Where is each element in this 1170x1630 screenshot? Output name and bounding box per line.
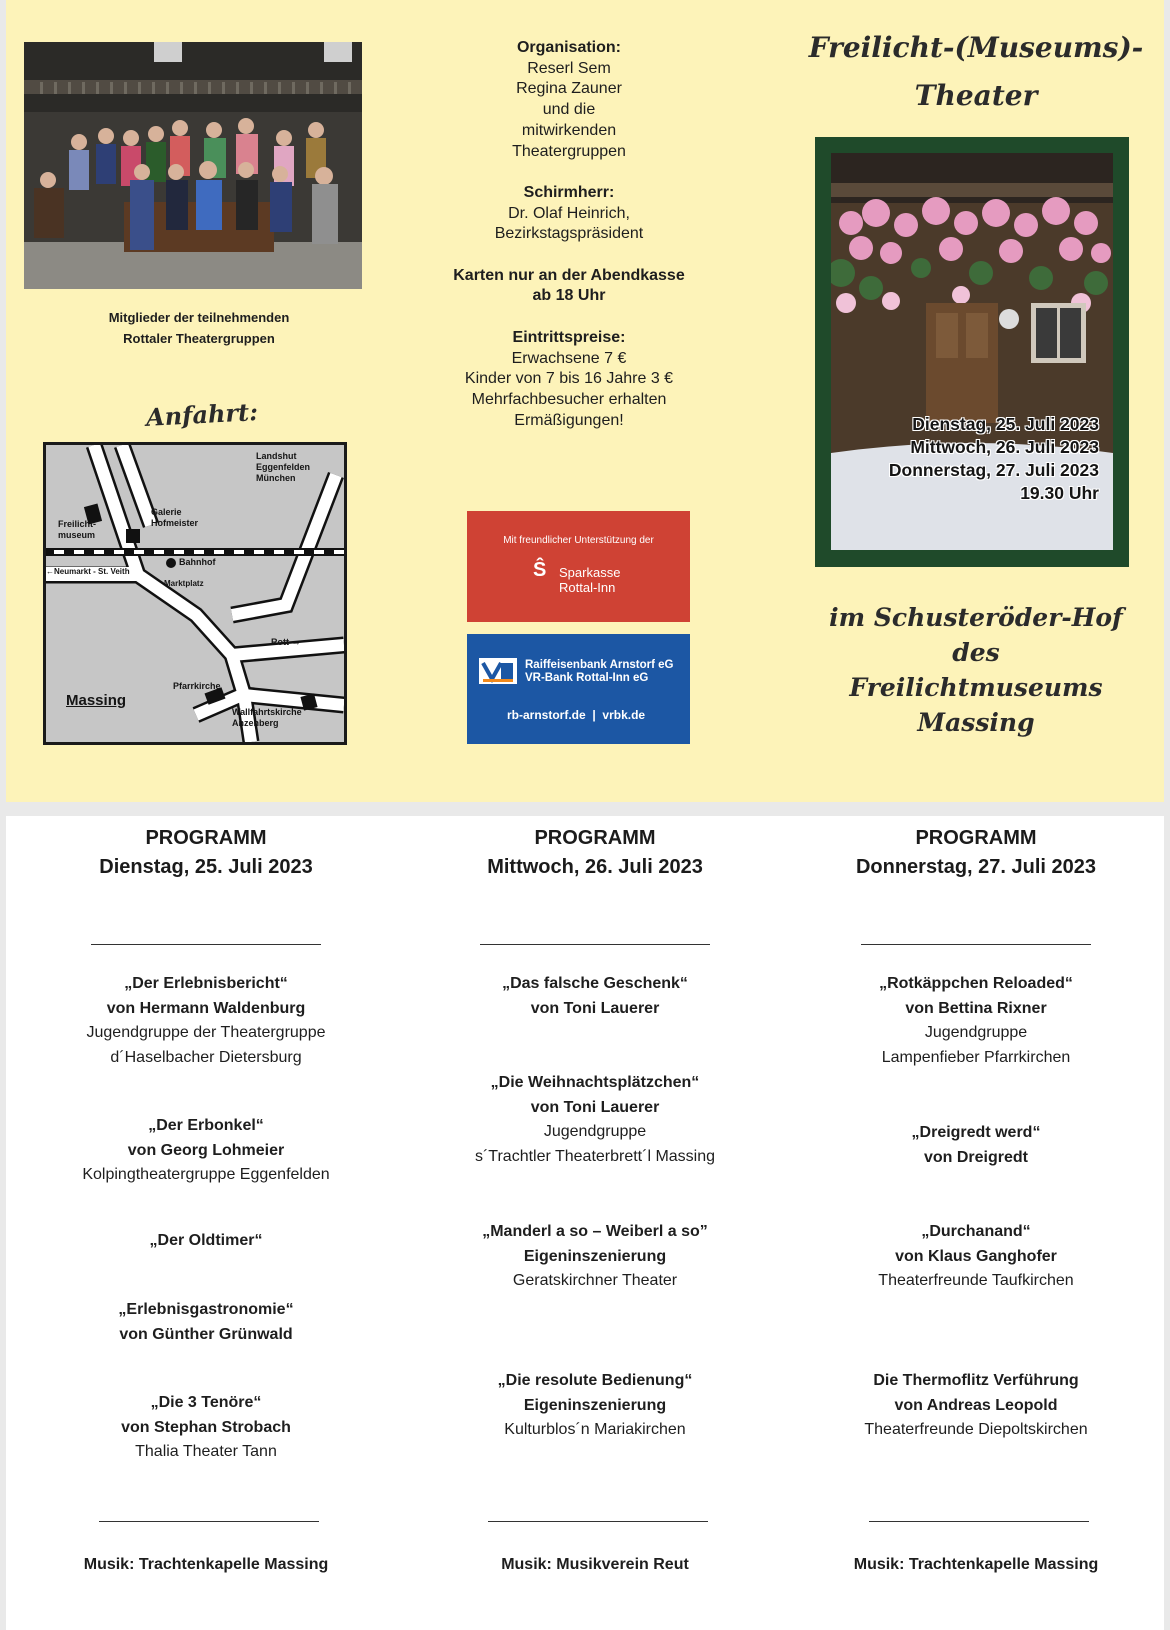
title-line: Freilicht-(Museums)- <box>808 31 1144 64</box>
program-entry <box>430 1071 760 1169</box>
entry-group: Theaterfreunde Diepoltskirchen <box>864 1421 1088 1438</box>
program-column-wednesday <box>430 816 760 1630</box>
entry-title: „Rotkäppchen Reloaded“ <box>879 975 1073 992</box>
program-entry <box>430 1369 760 1443</box>
entry-title: „Dreigredt werd“ <box>911 1124 1041 1141</box>
entry-group: Kolpingtheatergruppe Eggenfelden <box>82 1166 330 1183</box>
raiffeisen-web2-link[interactable]: vrbk.de <box>602 708 646 722</box>
divider <box>480 944 710 945</box>
program-musik: Musik: Trachtenkapelle Massing <box>853 1556 1099 1573</box>
karten-line: Karten nur an der Abendkasse <box>453 266 685 284</box>
preise-line: Mehrfachbesucher erhalten <box>471 390 667 408</box>
raiffeisen-web1-link[interactable]: rb-arnstorf.de <box>507 708 586 722</box>
entry-author: von Andreas Leopold <box>894 1396 1058 1414</box>
program-column-thursday <box>811 816 1141 1630</box>
entry-author: Eigeninszenierung <box>523 1396 667 1414</box>
entry-author: von Dreigredt <box>923 1148 1028 1166</box>
map-label-rott <box>271 637 301 647</box>
map-label-massing: Massing <box>66 692 127 709</box>
entry-title: „Der Oldtimer“ <box>149 1232 263 1249</box>
program-entry <box>430 1220 760 1294</box>
subtitle-line: im Schusteröder-Hof <box>829 603 1123 632</box>
map-label-freilicht: Freilicht- <box>58 519 97 529</box>
entry-title: „Das falsche Geschenk“ <box>502 975 688 992</box>
poster-dates <box>889 413 1099 505</box>
program-entry <box>41 1229 371 1254</box>
subtitle-line: des <box>952 638 1000 667</box>
program-heading: PROGRAMM <box>145 827 267 849</box>
map-label-museum: museum <box>58 530 96 540</box>
divider <box>91 944 321 945</box>
map-label-landshut: Landshut <box>256 451 297 461</box>
entry-group: Jugendgruppe der Theatergruppe <box>86 1024 326 1041</box>
organisation-label: Organisation: <box>516 39 621 56</box>
organisation-line: mitwirkenden <box>521 121 617 139</box>
program-entry <box>811 972 1141 1070</box>
program-entry <box>430 972 760 1021</box>
entry-group: Jugendgruppe <box>543 1123 647 1140</box>
map-label-anzenberg: Anzenberg <box>232 718 279 728</box>
organisation-line: Regina Zauner <box>516 80 622 98</box>
program-date: Donnerstag, 27. Juli 2023 <box>855 856 1097 878</box>
schirmherr-line: Dr. Olaf Heinrich, <box>508 204 630 222</box>
entry-author: von Klaus Ganghofer <box>895 1247 1057 1265</box>
divider <box>861 944 1091 945</box>
poster-date-line: Mittwoch, 26. Juli 2023 <box>910 437 1099 457</box>
entry-title: „Die resolute Bedienung“ <box>497 1372 693 1389</box>
raiffeisen-line2: VR-Bank Rottal-Inn eG <box>525 672 649 684</box>
organisation-info <box>446 38 692 431</box>
map-label-marktplatz: Marktplatz <box>164 579 204 588</box>
divider <box>869 1521 1089 1522</box>
flyer-program-page <box>6 816 1164 1630</box>
map-label-rott-text: Rott <box>271 637 289 647</box>
organisation-line: Theatergruppen <box>512 142 626 160</box>
map-label-muenchen: München <box>256 473 296 483</box>
entry-title: Die Thermoflitz Verführung <box>873 1372 1079 1389</box>
poster-date-line: Donnerstag, 27. Juli 2023 <box>888 460 1099 480</box>
raiffeisen-websites: rb-arnstorf.de | vrbk.de <box>507 708 646 722</box>
entry-author: von Günther Grünwald <box>119 1325 293 1343</box>
entry-group: Jugendgruppe <box>924 1024 1028 1041</box>
entry-author: von Toni Lauerer <box>530 1098 660 1116</box>
entry-group: Kulturblos´n Mariakirchen <box>504 1421 686 1438</box>
poster-image <box>831 153 1113 550</box>
map-label-galerie: Galerie <box>151 507 182 517</box>
group-photo <box>24 42 362 289</box>
entry-title: „Die 3 Tenöre“ <box>150 1394 262 1411</box>
title-line: Theater <box>914 79 1038 112</box>
map-label-pfarrkirche: Pfarrkirche <box>173 681 221 691</box>
entry-author: von Georg Lohmeier <box>127 1141 285 1159</box>
eintrittspreise-label: Eintrittspreise: <box>512 328 626 346</box>
photo-caption-line: Mitglieder der teilnehmenden <box>108 310 290 325</box>
program-entry <box>811 1369 1141 1443</box>
photo-caption-line: Rottaler Theatergruppen <box>123 331 275 346</box>
map-arrow-right-icon: → <box>291 637 301 647</box>
program-heading: PROGRAMM <box>915 827 1037 849</box>
entry-title: „Der Erlebnisbericht“ <box>124 975 288 992</box>
venue-subtitle <box>806 600 1146 740</box>
program-entry <box>41 972 371 1070</box>
divider <box>99 1521 319 1522</box>
entry-title: „Der Erbonkel“ <box>148 1117 264 1134</box>
entry-group: Lampenfieber Pfarrkirchen <box>881 1048 1071 1066</box>
sparkasse-region: Rottal-Inn <box>559 580 616 595</box>
vr-bank-logo-icon <box>479 658 517 684</box>
sparkasse-name: Sparkasse <box>559 565 621 580</box>
entry-group: Theaterfreunde Taufkirchen <box>878 1272 1074 1289</box>
map-arrow-left-icon: ← <box>46 567 54 576</box>
preise-line: Erwachsene 7 € <box>511 349 627 367</box>
preise-line: Ermäßigungen! <box>514 411 624 429</box>
entry-author: von Stephan Strobach <box>121 1418 291 1436</box>
sparkasse-intro: Mit freundlicher Unterstützung der <box>503 535 654 546</box>
schirmherr-label: Schirmherr: <box>523 183 615 201</box>
program-entry <box>41 1298 371 1347</box>
group-photo-image <box>24 42 362 289</box>
entry-title: „Die Weihnachtsplätzchen“ <box>490 1074 700 1091</box>
subtitle-line: Massing <box>917 708 1035 737</box>
program-musik: Musik: Trachtenkapelle Massing <box>83 1556 329 1573</box>
karten-line: ab 18 Uhr <box>532 287 606 305</box>
program-entry <box>41 1391 371 1465</box>
entry-title: „Durchanand“ <box>921 1223 1031 1240</box>
program-column-tuesday <box>41 816 371 1630</box>
entry-group: Thalia Theater Tann <box>135 1443 277 1460</box>
map-label-neumarkt-text: Neumarkt - St. Veith <box>54 567 130 576</box>
anfahrt-heading: Anfahrt: <box>145 397 259 432</box>
entry-group: d´Haselbacher Dietersburg <box>110 1048 302 1066</box>
preise-line: Kinder von 7 bis 16 Jahre 3 € <box>464 370 674 388</box>
schirmherr-line: Bezirkstagspräsident <box>494 225 644 243</box>
entry-group: s´Trachtler Theaterbrett´l Massing <box>474 1147 716 1165</box>
sparkasse-logo-icon: Ŝ <box>533 559 547 581</box>
entry-author: von Toni Lauerer <box>530 999 660 1017</box>
program-musik: Musik: Musikverein Reut <box>501 1556 689 1573</box>
organisation-line: Reserl Sem <box>527 59 611 77</box>
flyer-title <box>806 24 1146 120</box>
entry-author: Eigeninszenierung <box>523 1247 667 1265</box>
map-label-neumarkt <box>46 567 130 577</box>
entry-author: von Hermann Waldenburg <box>106 999 306 1017</box>
divider <box>488 1521 708 1522</box>
directions-map <box>43 442 347 745</box>
entry-group: Geratskirchner Theater <box>512 1272 678 1289</box>
raiffeisenbank-sponsor-box <box>467 634 690 744</box>
map-label-hofmeister: Hofmeister <box>151 518 199 528</box>
poster-date-line: Dienstag, 25. Juli 2023 <box>912 414 1099 434</box>
poster-time: 19.30 Uhr <box>1020 483 1099 503</box>
entry-author: von Bettina Rixner <box>905 999 1047 1017</box>
photo-caption <box>54 307 344 349</box>
map-label-wallfahrtskirche: Wallfahrtskirche <box>232 707 302 717</box>
entry-title: „Manderl a so – Weiberl a so” <box>482 1223 708 1240</box>
program-entry <box>811 1220 1141 1294</box>
sparkasse-sponsor-box <box>467 511 690 622</box>
map-label-bahnhof: Bahnhof <box>179 557 216 567</box>
program-entry <box>41 1114 371 1188</box>
flyer-outside <box>6 0 1164 802</box>
program-date: Dienstag, 25. Juli 2023 <box>99 856 313 878</box>
raiffeisen-line1: Raiffeisenbank Arnstorf eG <box>525 659 674 671</box>
program-heading: PROGRAMM <box>534 827 656 849</box>
program-entry <box>811 1121 1141 1170</box>
subtitle-line: Freilichtmuseums <box>849 673 1103 702</box>
poster-image-frame <box>815 137 1129 567</box>
organisation-line: und die <box>542 101 596 119</box>
map-label-eggenfelden: Eggenfelden <box>256 462 311 472</box>
entry-title: „Erlebnisgastronomie“ <box>118 1301 294 1318</box>
program-date: Mittwoch, 26. Juli 2023 <box>487 856 703 878</box>
